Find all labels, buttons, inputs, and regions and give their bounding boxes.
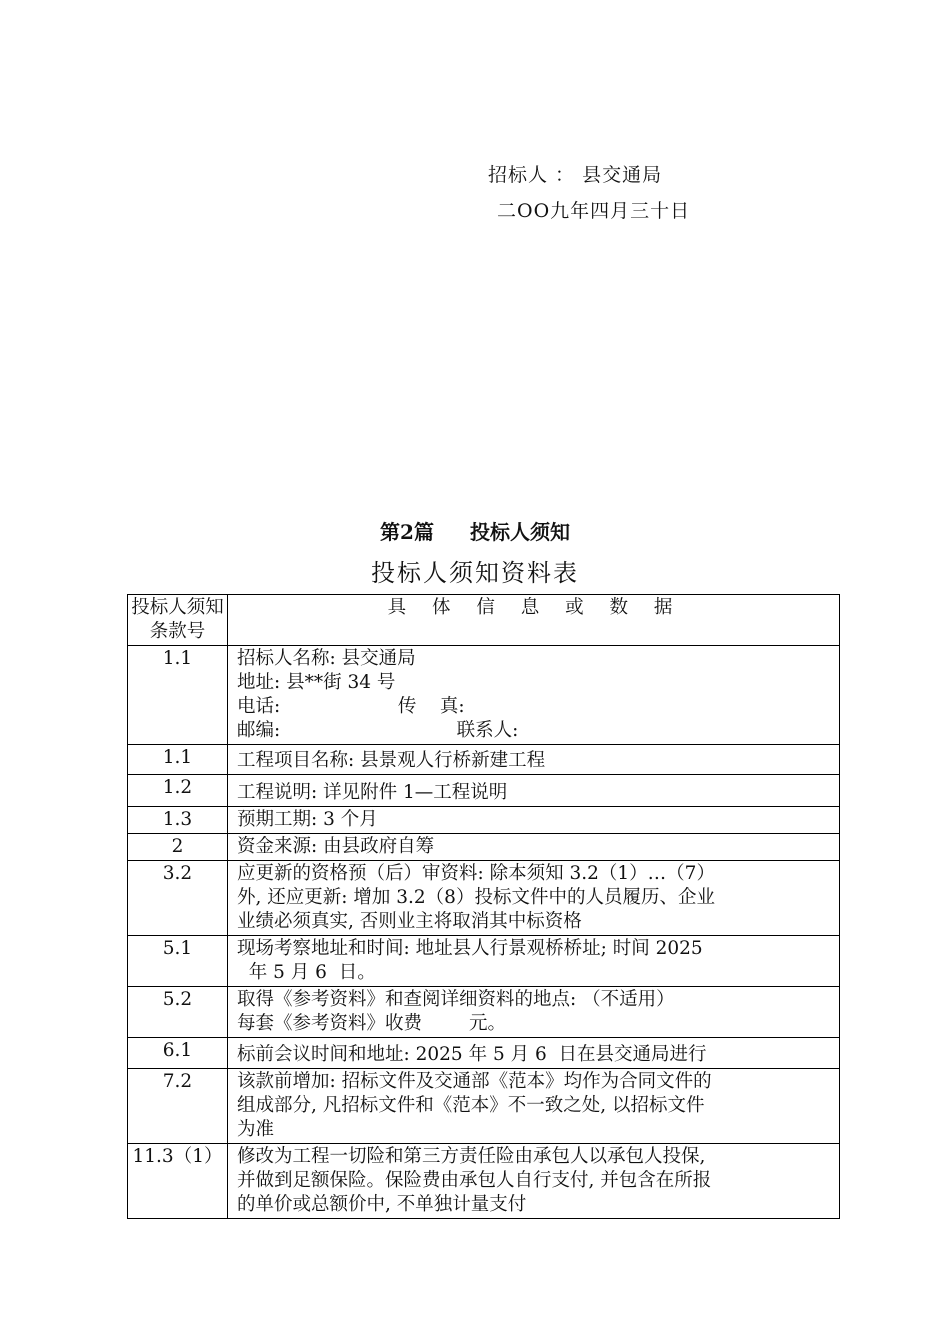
content-line: 现场考察地址和时间: 地址县人行景观桥桥址; 时间 2025	[237, 938, 703, 959]
table-row	[128, 861, 840, 936]
table-row	[128, 775, 840, 807]
clause-content	[228, 646, 840, 745]
content-line: 业绩必须真实, 否则业主将取消其中标资格	[237, 911, 582, 932]
clause-content	[228, 936, 840, 987]
clause-number: 1.1	[128, 745, 228, 775]
clause-number: 5.1	[128, 936, 228, 987]
table-row	[128, 987, 840, 1038]
content-line: 该款前增加: 招标文件及交通部《范本》均作为合同文件的	[237, 1071, 712, 1092]
clause-number: 5.2	[128, 987, 228, 1038]
content-line: 电话: 传 真:	[237, 696, 465, 717]
content-line: 邮编: 联系人:	[237, 720, 519, 741]
clause-number: 7.2	[128, 1069, 228, 1144]
content-line: 应更新的资格预（后）审资料: 除本须知 3.2（1）…（7）	[237, 863, 715, 884]
content-line: 的单价或总额价中, 不单独计量支付	[237, 1194, 527, 1215]
clause-content	[228, 987, 840, 1038]
content-line: 每套《参考资料》收费 元。	[237, 1013, 507, 1034]
table-row	[128, 834, 840, 861]
content-line: 标前会议时间和地址: 2025 年 5 月 6 日在县交通局进行	[237, 1044, 707, 1065]
bidder-info-table	[127, 594, 840, 1219]
clause-content	[228, 745, 840, 775]
content-line: 工程说明: 详见附件 1—工程说明	[237, 782, 508, 803]
content-line: 为准	[237, 1119, 275, 1140]
clause-number: 1.1	[128, 646, 228, 745]
header-clause-no: 投标人须知条款号	[128, 595, 228, 646]
clause-number: 1.2	[128, 775, 228, 807]
content-line: 修改为工程一切险和第三方责任险由承包人以承包人投保,	[237, 1146, 706, 1167]
table-row	[128, 936, 840, 987]
content-line: 工程项目名称: 县景观人行桥新建工程	[237, 750, 546, 771]
table-row	[128, 646, 840, 745]
table-row	[128, 807, 840, 834]
section-title: 投标人须知	[469, 520, 570, 544]
clause-number: 6.1	[128, 1038, 228, 1069]
content-line: 预期工期: 3 个月	[237, 809, 378, 830]
clause-number: 11.3（1）	[128, 1144, 228, 1219]
clause-number: 2	[128, 834, 228, 861]
table-row	[128, 1069, 840, 1144]
clause-content	[228, 807, 840, 834]
signature-date: 二OO九年四月三十日	[497, 200, 691, 222]
clause-content	[228, 1069, 840, 1144]
table-title: 投标人须知资料表	[371, 559, 579, 587]
content-line: 组成部分, 凡招标文件和《范本》不一致之处, 以招标文件	[237, 1095, 705, 1116]
content-line: 招标人名称: 县交通局	[237, 648, 416, 669]
content-line: 取得《参考资料》和查阅详细资料的地点: （不适用）	[237, 989, 675, 1010]
content-line: 年 5 月 6 日。	[237, 962, 376, 983]
header-content: 具 体 信 息 或 数 据	[228, 595, 840, 646]
table-row	[128, 745, 840, 775]
clause-number: 1.3	[128, 807, 228, 834]
clause-content	[228, 775, 840, 807]
clause-content	[228, 834, 840, 861]
clause-content	[228, 1038, 840, 1069]
content-line: 地址: 县**街 34 号	[237, 672, 396, 693]
clause-content	[228, 1144, 840, 1219]
clause-content	[228, 861, 840, 936]
table-header-row	[128, 595, 840, 646]
section-part-number: 第2篇	[380, 520, 434, 544]
content-line: 外, 还应更新: 增加 3.2（8）投标文件中的人员履历、企业	[237, 887, 715, 908]
table-row	[128, 1038, 840, 1069]
content-line: 并做到足额保险。保险费由承包人自行支付, 并包含在所报	[237, 1170, 712, 1191]
tenderer-signature: 招标人 ： 县交通局	[488, 164, 663, 186]
table-row	[128, 1144, 840, 1219]
content-line: 资金来源: 由县政府自筹	[237, 836, 435, 857]
clause-number: 3.2	[128, 861, 228, 936]
section-heading	[0, 516, 950, 545]
